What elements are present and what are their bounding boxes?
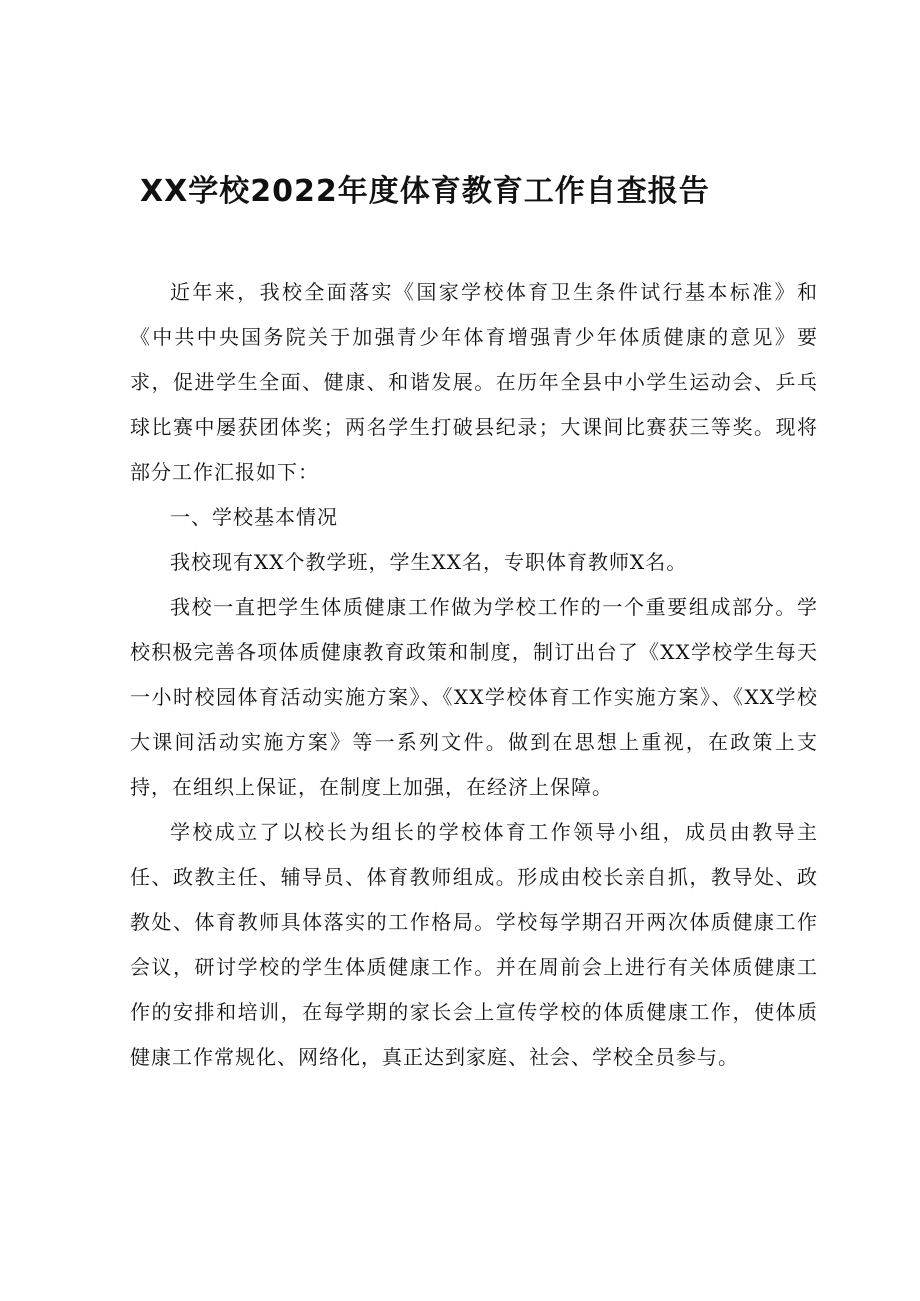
paragraph-intro: 近年来，我校全面落实《国家学校体育卫生条件试行基本标准》和《中共中央国务院关于加强青少年体育增强青少年体质健康的意见》要求，促进学生全面、健康、和谐发展。在历年全县中小学生运动会、乒乓球比赛中屡获团体奖；两名学生打破县纪录；大课间比赛获三等奖。现将部分工作汇报如下： bbox=[130, 280, 818, 484]
paragraph-school-stats: 我校现有XX个教学班，学生XX名，专职体育教师X名。 bbox=[170, 550, 688, 574]
paragraph-policies: 我校一直把学生体质健康工作做为学校工作的一个重要组成部分。学校积极完善各项体质健康教育政策和制度，制订出台了《XX学校学生每天一小时校园体育活动实施方案》、《XX学校体育工作实施方案》、《XX学校大课间活动实施方案》等一系列文件。做到在思想上重视，在政策上支持，在组织上保证，在制度上加强，在经济上保障。 bbox=[130, 595, 818, 799]
section-heading-basic-info: 一、学校基本情况 bbox=[170, 505, 338, 529]
document-title: XX学校2022年度体育教育工作自查报告 bbox=[140, 174, 710, 209]
document-body bbox=[130, 270, 818, 1080]
paragraph-leadership: 学校成立了以校长为组长的学校体育工作领导小组，成员由教导主任、政教主任、辅导员、体育教师组成。形成由校长亲自抓，教导处、政教处、体育教师具体落实的工作格局。学校每学期召开两次体质健康工作会议，研讨学校的学生体质健康工作。并在周前会上进行有关体质健康工作的安排和培训，在每学期的家长会上宣传学校的体质健康工作，使体质健康工作常规化、网络化，真正达到家庭、社会、学校全员参与。 bbox=[130, 820, 818, 1069]
